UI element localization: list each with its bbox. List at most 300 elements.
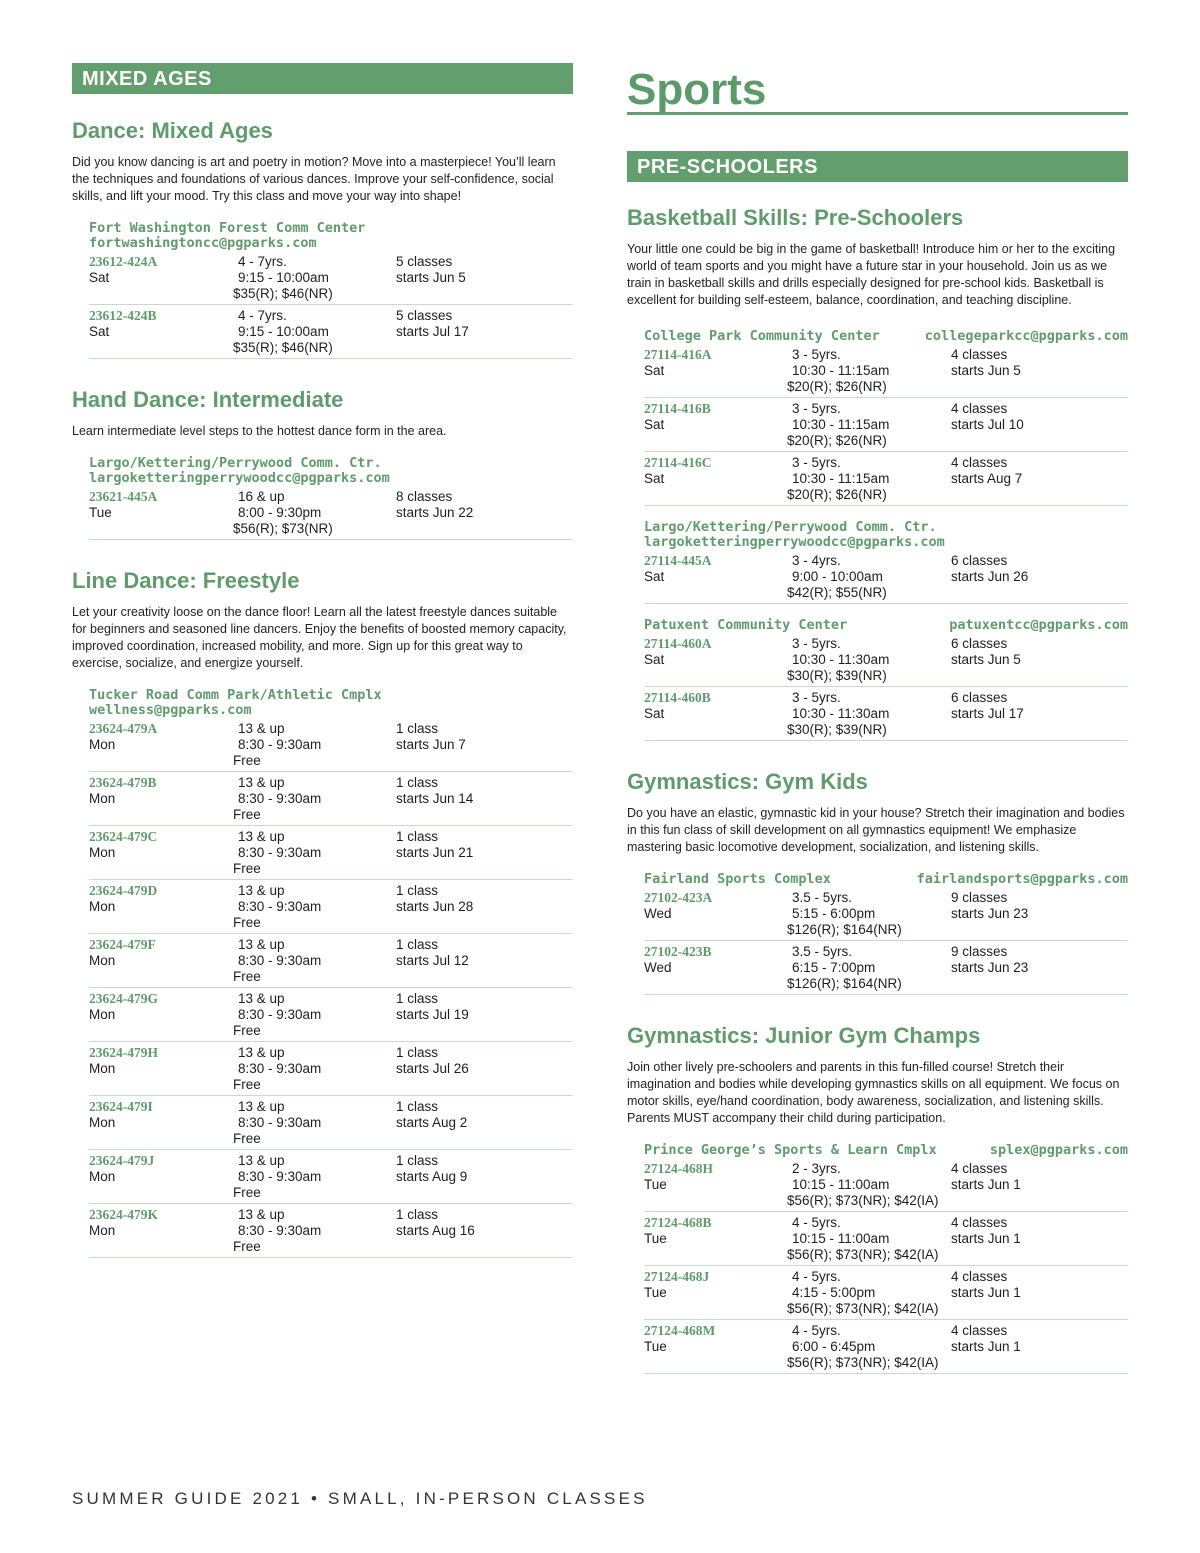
- class-ages: 13 & up: [238, 883, 285, 898]
- class-code: 27124-468H: [644, 1161, 713, 1176]
- class-row: [644, 1320, 1128, 1374]
- location-header: [89, 688, 573, 718]
- class-time: 8:30 - 9:30am: [238, 791, 322, 806]
- class-code: 27114-416C: [644, 455, 712, 470]
- class-row: [644, 550, 1128, 604]
- location-email[interactable]: fortwashingtoncc@pgparks.com: [89, 235, 317, 251]
- class-row: [644, 398, 1128, 452]
- location-block: [644, 520, 1128, 604]
- class-count: 4 classes: [951, 455, 1008, 470]
- class-day: Mon: [89, 1007, 116, 1022]
- class-code-day: [644, 347, 712, 379]
- class-fee: $56(R); $73(NR); $42(IA): [787, 1247, 939, 1262]
- class-count: 8 classes: [396, 489, 453, 504]
- class-row: [89, 1096, 573, 1150]
- class-code: 23624-479C: [89, 829, 158, 844]
- class-time: 6:00 - 6:45pm: [792, 1339, 876, 1354]
- class-time: 8:30 - 9:30am: [238, 1061, 322, 1076]
- class-count: 4 classes: [951, 1269, 1008, 1284]
- class-ages: 2 - 3yrs.: [792, 1161, 841, 1176]
- class-ages: 4 - 5yrs.: [792, 1323, 841, 1338]
- class-fee: Free: [233, 1185, 261, 1200]
- class-details: [233, 721, 322, 769]
- location-email[interactable]: collegeparkcc@pgparks.com: [924, 328, 1128, 344]
- class-day: Sat: [644, 471, 665, 486]
- right-program-list: [627, 205, 1128, 1374]
- class-ages: 4 - 5yrs.: [792, 1269, 841, 1284]
- class-count: 1 class: [396, 721, 439, 736]
- class-row: [89, 486, 573, 540]
- class-code-day: [89, 775, 157, 807]
- class-time: 8:30 - 9:30am: [238, 845, 322, 860]
- class-schedule: [396, 937, 469, 969]
- class-fee: Free: [233, 807, 261, 822]
- class-code: 23624-479J: [89, 1153, 155, 1168]
- class-start: starts Jun 1: [951, 1339, 1021, 1354]
- class-details: [787, 890, 902, 938]
- class-code-day: [644, 890, 712, 922]
- class-day: Wed: [644, 960, 672, 975]
- class-fee: $126(R); $164(NR): [787, 976, 902, 991]
- class-code-day: [89, 937, 156, 969]
- class-code-day: [644, 690, 711, 722]
- class-count: 1 class: [396, 1045, 439, 1060]
- class-ages: 3 - 5yrs.: [792, 690, 841, 705]
- class-start: starts Jun 5: [396, 270, 466, 285]
- class-ages: 13 & up: [238, 1045, 285, 1060]
- class-day: Tue: [644, 1177, 667, 1192]
- location-header: [89, 456, 573, 486]
- class-code-day: [644, 1161, 713, 1193]
- class-day: Sat: [89, 324, 110, 339]
- class-details: [787, 636, 890, 684]
- class-day: Sat: [644, 417, 665, 432]
- class-details: [787, 944, 902, 992]
- class-start: starts Jun 23: [951, 906, 1029, 921]
- class-schedule: [951, 690, 1024, 722]
- class-day: Tue: [89, 505, 112, 520]
- class-schedule: [396, 1045, 469, 1077]
- class-start: starts Jun 21: [396, 845, 474, 860]
- class-details: [787, 347, 890, 395]
- class-count: 1 class: [396, 829, 439, 844]
- class-count: 4 classes: [951, 347, 1008, 362]
- class-row: [89, 1150, 573, 1204]
- class-row: [644, 941, 1128, 995]
- class-start: starts Jun 28: [396, 899, 474, 914]
- class-schedule: [951, 1269, 1021, 1301]
- class-day: Mon: [89, 1061, 116, 1076]
- class-time: 8:30 - 9:30am: [238, 1223, 322, 1238]
- class-schedule: [951, 401, 1024, 433]
- class-time: 10:15 - 11:00am: [792, 1177, 890, 1192]
- class-fee: $30(R); $39(NR): [787, 668, 887, 683]
- class-row: [89, 251, 573, 305]
- class-fee: Free: [233, 915, 261, 930]
- location-header: [644, 1143, 1128, 1158]
- class-time: 8:30 - 9:30am: [238, 1007, 322, 1022]
- class-ages: 13 & up: [238, 721, 285, 736]
- location-email[interactable]: splex@pgparks.com: [989, 1142, 1128, 1158]
- location-name: Patuxent Community Center: [644, 617, 848, 633]
- page-title: Sports: [627, 66, 1128, 115]
- page-footer: SUMMER GUIDE 2021 • SMALL, IN-PERSON CLASSES: [72, 1489, 648, 1508]
- class-day: Sat: [644, 706, 665, 721]
- location-email[interactable]: wellness@pgparks.com: [89, 702, 252, 718]
- class-count: 6 classes: [951, 690, 1008, 705]
- class-time: 9:15 - 10:00am: [238, 270, 329, 285]
- class-ages: 13 & up: [238, 991, 285, 1006]
- class-row: [89, 826, 573, 880]
- class-details: [233, 991, 322, 1039]
- class-count: 4 classes: [951, 1161, 1008, 1176]
- class-time: 8:30 - 9:30am: [238, 737, 322, 752]
- class-schedule: [951, 1323, 1021, 1355]
- class-time: 8:30 - 9:30am: [238, 899, 322, 914]
- class-code-day: [644, 553, 712, 585]
- class-schedule: [396, 254, 466, 286]
- class-details: [233, 775, 322, 823]
- class-fee: $56(R); $73(NR): [233, 521, 333, 536]
- program-block: [627, 1023, 1128, 1374]
- class-code-day: [89, 489, 157, 521]
- class-start: starts Jun 5: [951, 652, 1021, 667]
- class-ages: 13 & up: [238, 829, 285, 844]
- class-start: starts Jun 1: [951, 1285, 1021, 1300]
- class-row: [644, 344, 1128, 398]
- class-code: 23624-479F: [89, 937, 156, 952]
- class-start: starts Jun 5: [951, 363, 1021, 378]
- class-code-day: [644, 401, 711, 433]
- class-schedule: [951, 1161, 1021, 1193]
- class-day: Tue: [644, 1285, 667, 1300]
- location-email[interactable]: fairlandsports@pgparks.com: [916, 871, 1128, 887]
- class-fee: Free: [233, 1077, 261, 1092]
- class-schedule: [951, 347, 1021, 379]
- class-row: [89, 1204, 573, 1258]
- location-name: Largo/Kettering/Perrywood Comm. Ctr.: [644, 519, 937, 535]
- class-ages: 3.5 - 5yrs.: [792, 944, 853, 959]
- location-block: [89, 456, 573, 540]
- class-fee: $42(R); $55(NR): [787, 585, 887, 600]
- class-time: 8:30 - 9:30am: [238, 953, 322, 968]
- program-description: Let your creativity loose on the dance floor! Learn all the latest freestyle dances suitable for beginners and seasoned line dancers. Enjoy the benefits of boosted memory capacity, improved coordination, increased mobility, and more. Sign up for this great way to exercise, socialize, and energize yourself.: [72, 605, 567, 670]
- class-schedule: [951, 1215, 1021, 1247]
- class-schedule: [396, 991, 469, 1023]
- class-time: 6:15 - 7:00pm: [792, 960, 876, 975]
- class-start: starts Aug 9: [396, 1169, 468, 1184]
- class-details: [233, 1045, 322, 1093]
- class-details: [233, 1153, 322, 1201]
- class-code: 23624-479I: [89, 1099, 153, 1114]
- class-count: 5 classes: [396, 308, 453, 323]
- class-time: 5:15 - 6:00pm: [792, 906, 876, 921]
- class-details: [787, 401, 890, 449]
- section-band-mixed-ages: MIXED AGES: [72, 63, 573, 94]
- class-fee: $35(R); $46(NR): [233, 340, 333, 355]
- class-code-day: [89, 991, 158, 1023]
- class-code-day: [89, 1153, 154, 1185]
- left-program-list: [72, 118, 573, 1258]
- class-ages: 4 - 5yrs.: [792, 1215, 841, 1230]
- class-code: 27114-460B: [644, 690, 711, 705]
- location-block: [89, 688, 573, 1258]
- class-count: 5 classes: [396, 254, 453, 269]
- class-fee: $35(R); $46(NR): [233, 286, 333, 301]
- class-start: starts Jul 26: [396, 1061, 469, 1076]
- class-day: Mon: [89, 953, 116, 968]
- class-code: 23621-445A: [89, 489, 158, 504]
- class-details: [787, 1269, 939, 1317]
- class-row: [644, 687, 1128, 741]
- program-block: [627, 205, 1128, 741]
- class-details: [233, 308, 333, 356]
- class-details: [233, 1207, 322, 1255]
- section-band-pre-schoolers: PRE-SCHOOLERS: [627, 151, 1128, 182]
- class-count: 1 class: [396, 1153, 439, 1168]
- class-schedule: [951, 553, 1028, 585]
- class-count: 4 classes: [951, 1215, 1008, 1230]
- class-row: [644, 452, 1128, 506]
- class-code: 27124-468J: [644, 1269, 710, 1284]
- location-header: [644, 618, 1128, 633]
- class-schedule: [396, 489, 473, 521]
- class-row: [644, 1266, 1128, 1320]
- class-code: 27102-423A: [644, 890, 713, 905]
- class-code: 27124-468B: [644, 1215, 712, 1230]
- location-header: [644, 329, 1128, 344]
- class-count: 9 classes: [951, 944, 1008, 959]
- class-count: 1 class: [396, 991, 439, 1006]
- class-details: [787, 553, 887, 601]
- class-start: starts Jul 12: [396, 953, 469, 968]
- location-block: [644, 872, 1128, 995]
- class-fee: $126(R); $164(NR): [787, 922, 902, 937]
- class-code: 27102-423B: [644, 944, 712, 959]
- class-count: 1 class: [396, 775, 439, 790]
- class-schedule: [396, 1207, 475, 1239]
- location-block: [644, 1143, 1128, 1374]
- class-start: starts Jun 23: [951, 960, 1029, 975]
- class-schedule: [396, 721, 466, 753]
- class-start: starts Jun 26: [951, 569, 1029, 584]
- program-description: Join other lively pre-schoolers and parents in this fun-filled course! Stretch their imagination and bodies while developing gymnastics skills on all equipment. We focus on motor skills, eye/hand coordination, body awareness, socialization, and listening skills. Parents MUST accompany their child during participation.: [627, 1060, 1120, 1125]
- class-details: [787, 455, 890, 503]
- class-row: [644, 1158, 1128, 1212]
- class-code: 27114-460A: [644, 636, 712, 651]
- class-code-day: [644, 455, 712, 487]
- class-row: [89, 988, 573, 1042]
- left-column: [72, 0, 573, 1258]
- class-fee: $20(R); $26(NR): [787, 433, 887, 448]
- class-code: 27114-416A: [644, 347, 712, 362]
- class-day: Mon: [89, 1115, 116, 1130]
- class-count: 4 classes: [951, 401, 1008, 416]
- class-start: starts Aug 2: [396, 1115, 468, 1130]
- class-ages: 13 & up: [238, 937, 285, 952]
- class-day: Wed: [644, 906, 672, 921]
- class-count: 1 class: [396, 1207, 439, 1222]
- class-day: Sat: [644, 652, 665, 667]
- class-fee: $56(R); $73(NR); $42(IA): [787, 1301, 939, 1316]
- class-details: [787, 690, 890, 738]
- class-count: 1 class: [396, 937, 439, 952]
- class-count: 6 classes: [951, 636, 1008, 651]
- class-day: Mon: [89, 1169, 116, 1184]
- class-time: 10:30 - 11:15am: [792, 471, 890, 486]
- class-schedule: [951, 944, 1028, 976]
- class-schedule: [396, 1153, 467, 1185]
- class-code-day: [644, 944, 712, 976]
- class-code: 23624-479G: [89, 991, 158, 1006]
- class-code-day: [644, 1269, 709, 1301]
- class-count: 4 classes: [951, 1323, 1008, 1338]
- class-ages: 16 & up: [238, 489, 285, 504]
- class-code: 23624-479K: [89, 1207, 158, 1222]
- class-time: 8:30 - 9:30am: [238, 1169, 322, 1184]
- class-ages: 13 & up: [238, 775, 285, 790]
- program-title: Gymnastics: Junior Gym Champs: [627, 1023, 981, 1048]
- class-ages: 13 & up: [238, 1153, 285, 1168]
- program-title: Hand Dance: Intermediate: [72, 387, 344, 412]
- program-title: Dance: Mixed Ages: [72, 118, 273, 143]
- location-email[interactable]: largoketteringperrywoodcc@pgparks.com: [644, 534, 945, 550]
- class-fee: Free: [233, 1023, 261, 1038]
- class-code: 23624-479H: [89, 1045, 158, 1060]
- class-count: 1 class: [396, 1099, 439, 1114]
- class-fee: Free: [233, 1131, 261, 1146]
- class-fee: $56(R); $73(NR); $42(IA): [787, 1355, 939, 1370]
- program-title: Line Dance: Freestyle: [72, 568, 300, 593]
- class-ages: 13 & up: [238, 1099, 285, 1114]
- class-start: starts Jun 22: [396, 505, 474, 520]
- location-email[interactable]: largoketteringperrywoodcc@pgparks.com: [89, 470, 390, 486]
- class-code: 23624-479A: [89, 721, 158, 736]
- location-email[interactable]: patuxentcc@pgparks.com: [949, 617, 1128, 633]
- class-code-day: [89, 1045, 158, 1077]
- program-description: Learn intermediate level steps to the hottest dance form in the area.: [72, 424, 447, 438]
- class-ages: 3 - 4yrs.: [792, 553, 841, 568]
- class-details: [233, 1099, 322, 1147]
- class-ages: 3 - 5yrs.: [792, 347, 841, 362]
- class-ages: 13 & up: [238, 1207, 285, 1222]
- class-count: 9 classes: [951, 890, 1008, 905]
- location-name: Fairland Sports Complex: [644, 871, 831, 887]
- class-ages: 4 - 7yrs.: [238, 254, 287, 269]
- class-ages: 3.5 - 5yrs.: [792, 890, 853, 905]
- class-fee: Free: [233, 969, 261, 984]
- class-details: [233, 489, 333, 537]
- program-block: [627, 769, 1128, 995]
- class-ages: 3 - 5yrs.: [792, 455, 841, 470]
- program-block: [72, 568, 573, 1258]
- class-details: [233, 829, 322, 877]
- class-start: starts Aug 16: [396, 1223, 475, 1238]
- class-schedule: [396, 308, 469, 340]
- class-start: starts Jul 17: [951, 706, 1024, 721]
- class-details: [787, 1323, 939, 1371]
- class-time: 4:15 - 5:00pm: [792, 1285, 876, 1300]
- class-details: [233, 883, 322, 931]
- class-fee: Free: [233, 753, 261, 768]
- class-count: 6 classes: [951, 553, 1008, 568]
- location-name: Largo/Kettering/Perrywood Comm. Ctr.: [89, 455, 382, 471]
- class-schedule: [951, 890, 1028, 922]
- class-row: [89, 718, 573, 772]
- class-code-day: [644, 1323, 715, 1355]
- class-row: [89, 1042, 573, 1096]
- location-name: Fort Washington Forest Comm Center: [89, 220, 366, 236]
- class-row: [89, 934, 573, 988]
- program-block: [72, 118, 573, 359]
- class-row: [644, 1212, 1128, 1266]
- location-name: Prince George’s Sports & Learn Cmplx: [644, 1142, 937, 1158]
- class-fee: $30(R); $39(NR): [787, 722, 887, 737]
- class-day: Sat: [644, 569, 665, 584]
- location-name: Tucker Road Comm Park/Athletic Cmplx: [89, 687, 382, 703]
- class-row: [644, 633, 1128, 687]
- class-schedule: [396, 775, 473, 807]
- class-details: [233, 937, 322, 985]
- program-block: [72, 387, 573, 540]
- location-block: [89, 221, 573, 359]
- class-schedule: [951, 455, 1022, 487]
- class-code-day: [89, 721, 157, 753]
- class-code-day: [89, 1099, 153, 1131]
- class-fee: Free: [233, 861, 261, 876]
- class-time: 8:30 - 9:30am: [238, 1115, 322, 1130]
- class-row: [89, 880, 573, 934]
- class-code-day: [89, 883, 157, 915]
- class-time: 10:30 - 11:15am: [792, 417, 890, 432]
- right-column: [627, 0, 1128, 1374]
- class-row: [644, 887, 1128, 941]
- class-fee: Free: [233, 1239, 261, 1254]
- class-details: [233, 254, 333, 302]
- class-row: [89, 772, 573, 826]
- class-fee: $56(R); $73(NR); $42(IA): [787, 1193, 939, 1208]
- class-start: starts Jun 7: [396, 737, 466, 752]
- class-fee: $20(R); $26(NR): [787, 379, 887, 394]
- class-ages: 4 - 7yrs.: [238, 308, 287, 323]
- class-code: 23612-424B: [89, 308, 157, 323]
- class-day: Mon: [89, 737, 116, 752]
- class-time: 8:00 - 9:30pm: [238, 505, 322, 520]
- class-day: Mon: [89, 1223, 116, 1238]
- class-time: 10:15 - 11:00am: [792, 1231, 890, 1246]
- class-day: Sat: [644, 363, 665, 378]
- class-start: starts Jun 1: [951, 1177, 1021, 1192]
- class-code: 23624-479D: [89, 883, 158, 898]
- location-header: [644, 520, 1128, 550]
- class-start: starts Jul 17: [396, 324, 469, 339]
- location-block: [644, 618, 1128, 741]
- class-start: starts Jun 1: [951, 1231, 1021, 1246]
- class-start: starts Jun 14: [396, 791, 474, 806]
- class-schedule: [396, 1099, 467, 1131]
- location-name: College Park Community Center: [644, 328, 880, 344]
- class-ages: 3 - 5yrs.: [792, 401, 841, 416]
- class-schedule: [396, 829, 473, 861]
- class-time: 9:15 - 10:00am: [238, 324, 329, 339]
- class-code-day: [644, 1215, 712, 1247]
- class-code-day: [89, 308, 157, 340]
- class-code: 27114-416B: [644, 401, 711, 416]
- class-day: Mon: [89, 791, 116, 806]
- class-day: Mon: [89, 845, 116, 860]
- class-code: 23612-424A: [89, 254, 158, 269]
- class-code-day: [89, 829, 157, 861]
